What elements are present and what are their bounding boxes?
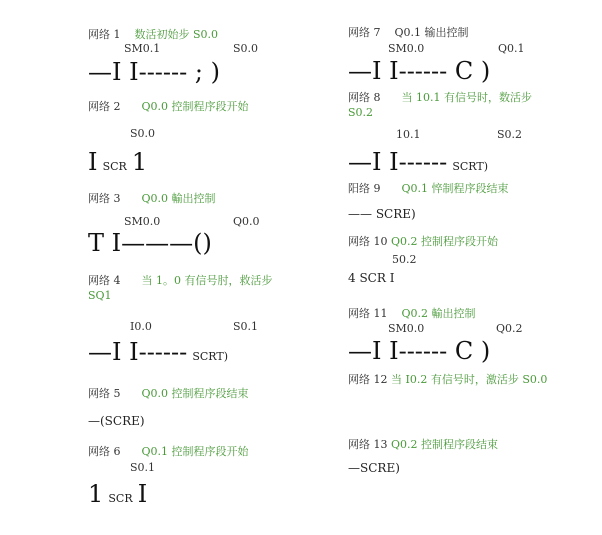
- coil-label: S0.1: [233, 320, 259, 333]
- contact-label: S0.0: [130, 127, 156, 140]
- network-number: 网络 2: [88, 100, 121, 113]
- network-comment-continued: SQ1: [88, 289, 112, 302]
- network-comment: Q0.2 控制程序段开始: [391, 235, 499, 248]
- network-comment: Q0.1 悴制程序段结束: [401, 182, 509, 195]
- network-9-header: [348, 180, 509, 196]
- network-11-header: [348, 305, 476, 321]
- network-number: 网络 5: [88, 387, 121, 400]
- contact-label: I0.0: [130, 320, 152, 333]
- scr-instruction: SCR: [108, 492, 133, 505]
- network-number: 网络 3: [88, 192, 121, 205]
- ladder-rung: —I I------ C ): [348, 337, 491, 365]
- network-comment: Q0.1 输出控制: [394, 26, 469, 39]
- rung-symbol: 1: [131, 148, 148, 176]
- contact-label: SM0.0: [388, 322, 425, 335]
- network-1-header: [88, 26, 218, 42]
- network-comment: 当 10.1 有信号时，数活步: [401, 91, 532, 104]
- coil-label: S0.2: [497, 128, 523, 141]
- ladder-rung: —SCRE): [348, 461, 400, 475]
- network-comment: Q0.0 輸出控制: [141, 192, 216, 205]
- ladder-rung: —(SCRE): [88, 414, 145, 428]
- network-8-header: [348, 89, 532, 105]
- network-4-header: [88, 272, 272, 288]
- network-2-header: [88, 98, 249, 114]
- network-comment: 当 I0.2 有信号时，激活步 S0.0: [391, 373, 548, 386]
- network-5-header: [88, 385, 249, 401]
- network-number: 网络 10: [348, 235, 388, 248]
- network-number: 网络 13: [348, 438, 388, 451]
- network-comment: Q0.0 控制程序段开始: [141, 100, 249, 113]
- ladder-rung: [88, 480, 147, 508]
- network-number: 网络 4: [88, 274, 121, 287]
- ladder-rung: —I I------ C ): [348, 57, 491, 85]
- network-13-header: [348, 436, 498, 452]
- network-comment: 当 1。0 有信号肘，救活步: [141, 274, 273, 287]
- network-comment: 数活初始步 S0.0: [134, 28, 219, 41]
- network-number: 网络 8: [348, 91, 381, 104]
- network-6-header: [88, 443, 249, 459]
- ladder-rung: —I I------ ; ): [88, 58, 220, 86]
- contact-label: 10.1: [396, 128, 421, 141]
- ladder-rung: T I———(): [88, 229, 212, 257]
- rung-symbol: I: [137, 480, 148, 508]
- network-3-header: [88, 190, 216, 206]
- network-number: 网络 11: [348, 307, 388, 320]
- coil-label: Q0.0: [233, 215, 260, 228]
- network-7-header: [348, 24, 469, 40]
- network-comment: Q0.1 控制程序段开始: [141, 445, 249, 458]
- network-comment: Q0.0 控制程序段结束: [141, 387, 249, 400]
- ladder-rung: —— SCRE): [348, 207, 416, 221]
- network-number: 阳络 9: [348, 182, 381, 195]
- coil-label: S0.0: [233, 42, 259, 55]
- coil-label: Q0.2: [496, 322, 523, 335]
- ladder-rung: —I I------ SCRT): [88, 338, 229, 366]
- network-number: 网络 12: [348, 373, 388, 386]
- network-12-header: [348, 371, 547, 387]
- network-comment: Q0.2 輸出控制: [401, 307, 476, 320]
- rung-symbol: I: [88, 148, 98, 176]
- network-number: 网络 7: [348, 26, 381, 39]
- coil-label: Q0.1: [498, 42, 525, 55]
- scrt-instruction: SCRT): [192, 350, 229, 363]
- contact-label: SM0.0: [388, 42, 425, 55]
- network-number: 网络 6: [88, 445, 121, 458]
- ladder-rung: [88, 148, 147, 176]
- contact-label: SM0.1: [124, 42, 161, 55]
- network-comment-continued: S0.2: [348, 106, 374, 119]
- scrt-instruction: SCRT): [452, 160, 489, 173]
- network-comment: Q0.2 控制程序段结束: [391, 438, 499, 451]
- ladder-rung: —I I------ SCRT): [348, 148, 489, 176]
- ladder-rung: 4 SCR I: [348, 271, 395, 285]
- contact-label: S0.1: [130, 461, 156, 474]
- rung-symbol: 1: [88, 480, 104, 508]
- network-10-header: [348, 233, 498, 249]
- network-number: 网络 1: [88, 28, 121, 41]
- contact-label: 50.2: [392, 253, 417, 266]
- scr-instruction: SCR: [102, 160, 127, 173]
- contact-label: SM0.0: [124, 215, 161, 228]
